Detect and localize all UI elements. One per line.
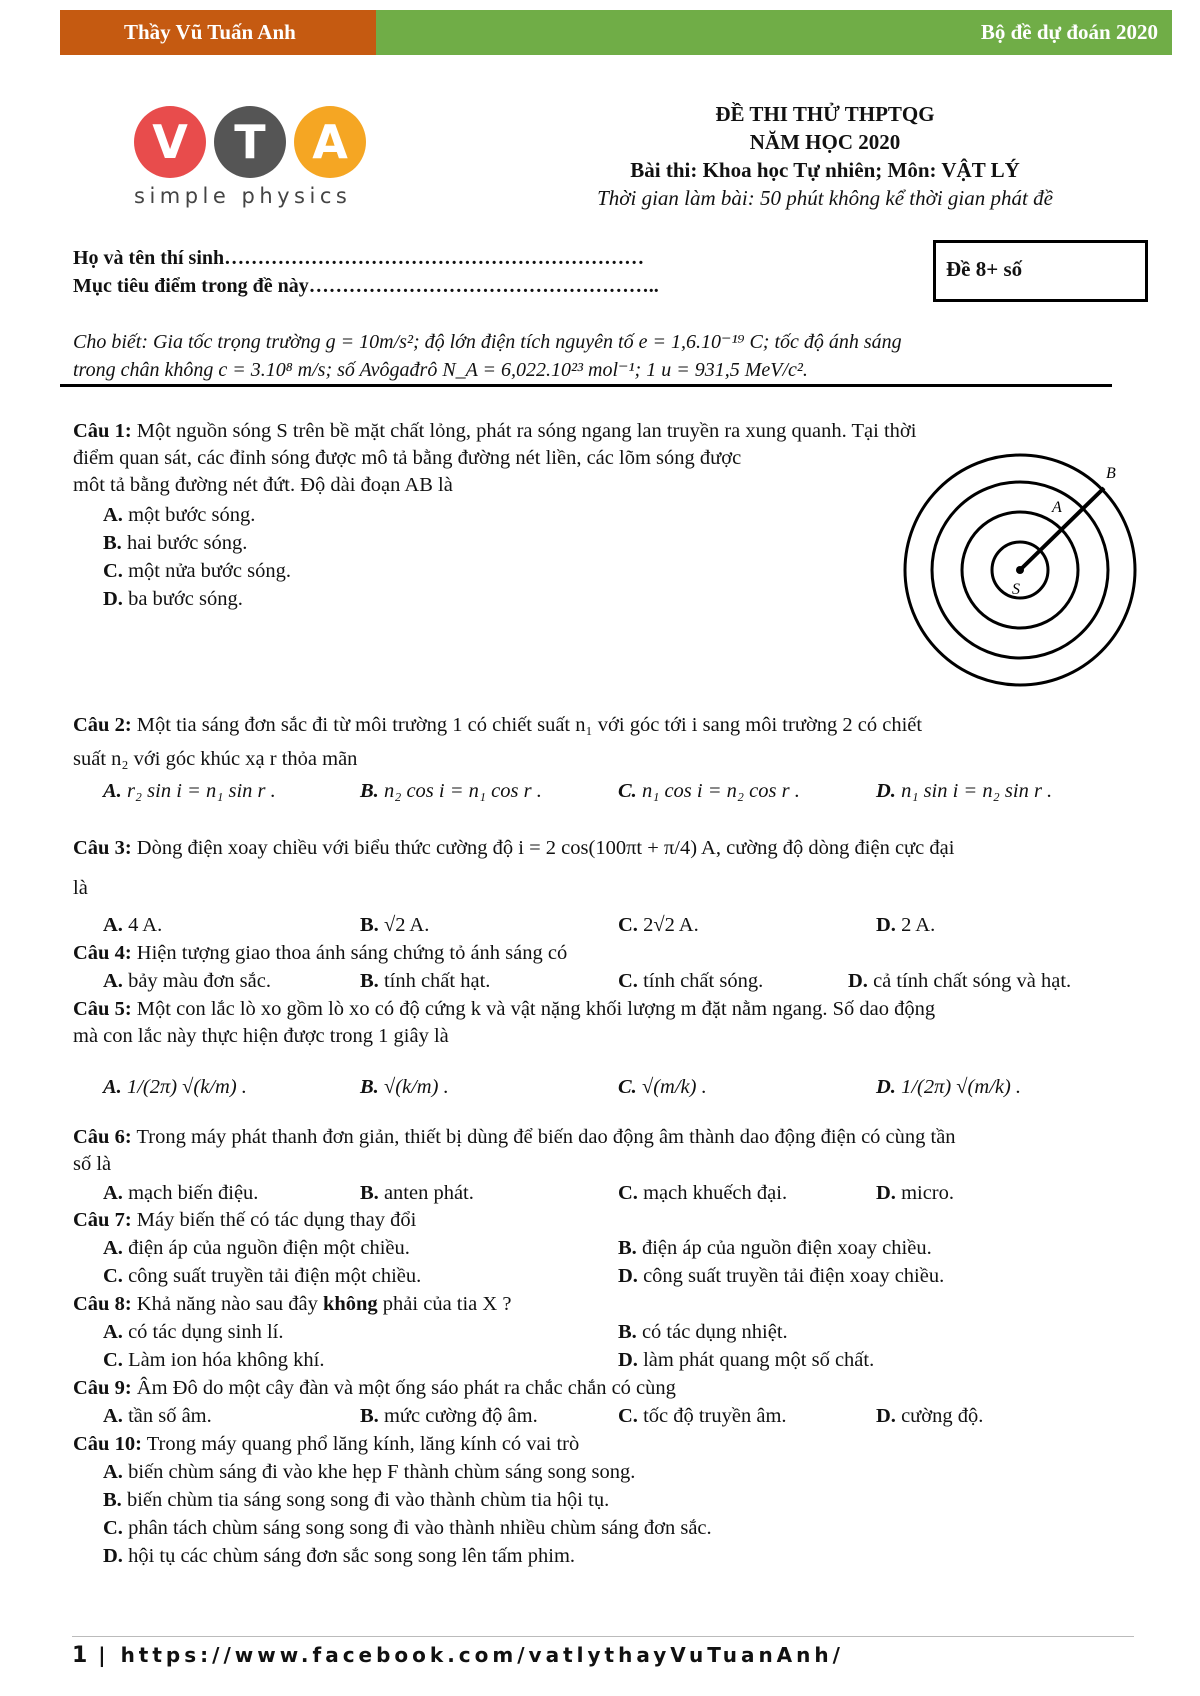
exam-code-box: Đề 8+ số: [933, 240, 1148, 302]
q1-text-2: điểm quan sát, các đỉnh sóng được mô tả bằng đường nét liền, các lõm sóng được: [73, 447, 742, 469]
q1-text-1: Một nguồn sóng S trên bề mặt chất lỏng, phát ra sóng ngang lan truyền ra xung quanh. Tại thời: [136, 420, 917, 442]
question-4: Câu 4: Hiện tượng giao thoa ánh sáng chứng tỏ ánh sáng có: [73, 942, 568, 964]
time-line: Thời gian làm bài: 50 phút không kể thời gian phát đề: [597, 186, 1053, 210]
q6-text-1: Trong máy phát thanh đơn giản, thiết bị dùng để biến dao động âm thành dao động điện có cùng tần: [136, 1126, 956, 1148]
target-score-line: Mục tiêu điểm trong đề này……………………………………………..: [73, 275, 659, 297]
q5-option-a: A. 1/(2π) √(k/m) .: [103, 1076, 247, 1098]
section-divider: [60, 384, 1112, 387]
given-line-1: Cho biết: Gia tốc trọng trường g = 10m/s²; độ lớn điện tích nguyên tố e = 1,6.10⁻¹⁹ C; tốc độ ánh sáng: [73, 331, 902, 353]
q8-option-c: C. Làm ion hóa không khí.: [103, 1349, 325, 1371]
q5-text-1: Một con lắc lò xo gồm lò xo có độ cứng k và vật nặng khối lượng m đặt nằm ngang. Số dao động: [136, 998, 936, 1020]
question-2: Câu 2: Một tia sáng đơn sắc đi từ môi trường 1 có chiết suất n₁ với góc tới i sang môi trường 2 có chiết suất n₂ với góc khúc xạ r thỏa mãn: [73, 708, 1143, 776]
q2-option-c: C. n₁ cos i = n₂ cos r .: [618, 780, 800, 802]
q10-option-c: C. phân tách chùm sáng song song đi vào thành nhiều chùm sáng đơn sắc.: [103, 1517, 712, 1539]
question-9: Câu 9: Âm Đô do một cây đàn và một ống sáo phát ra chắc chắn có cùng: [73, 1377, 676, 1399]
q3-text-1: Dòng điện xoay chiều với biểu thức cường độ i = 2 cos(100πt + π/4) A, cường độ dòng điện cực đại: [136, 837, 955, 859]
q9-option-d: D. cường độ.: [876, 1405, 984, 1427]
logo-tagline: simple physics: [134, 184, 352, 208]
q9-option-c: C. tốc độ truyền âm.: [618, 1405, 787, 1427]
q7-option-b: B. điện áp của nguồn điện xoay chiều.: [618, 1237, 932, 1259]
q7-text-1: Máy biến thế có tác dụng thay đổi: [136, 1209, 417, 1231]
q5-option-c: C. √(m/k) .: [618, 1076, 707, 1098]
q3-option-c: C. 2√2 A.: [618, 914, 699, 936]
q1-option-d: D. ba bước sóng.: [103, 588, 243, 610]
logo-letter-v: V: [134, 106, 206, 178]
page-number: 1: [72, 1643, 88, 1668]
question-8: Câu 8: Khả năng nào sau đây không phải của tia X ?: [73, 1293, 512, 1315]
q4-option-b: B. tính chất hạt.: [360, 970, 491, 992]
given-line-2: trong chân không c = 3.10⁸ m/s; số Avôgađrô N_A = 6,022.10²³ mol⁻¹; 1 u = 931,5 MeV/c².: [73, 359, 808, 381]
question-5: Câu 5: Một con lắc lò xo gồm lò xo có độ cứng k và vật nặng khối lượng m đặt nằm ngang. Số dao động mà con lắc này thực hiện được trong 1 giây là: [73, 996, 1143, 1050]
q1-text-3: môt tả bằng đường nét đứt. Độ dài đoạn AB là: [73, 474, 453, 496]
question-3: Câu 3: Dòng điện xoay chiều với biểu thức cường độ i = 2 cos(100πt + π/4) A, cường độ dòng điện cực đại là: [73, 828, 1143, 908]
logo-letter-t: T: [214, 106, 286, 178]
question-6: Câu 6: Trong máy phát thanh đơn giản, thiết bị dùng để biến dao động âm thành dao động điện có cùng tần số là: [73, 1124, 1143, 1178]
q3-text-2: là: [73, 877, 88, 899]
footer-divider: [72, 1636, 1134, 1637]
logo-letter-a: A: [294, 106, 366, 178]
header-bar: [60, 10, 1172, 55]
q10-option-b: B. biến chùm tia sáng song song đi vào thành chùm tia hội tụ.: [103, 1489, 610, 1511]
q1-option-b: B. hai bước sóng.: [103, 532, 248, 554]
page-footer: [72, 1643, 844, 1668]
q9-option-b: B. mức cường độ âm.: [360, 1405, 538, 1427]
q2-option-d: D. n₁ sin i = n₂ sin r .: [876, 780, 1053, 802]
given-constants: [73, 328, 1113, 384]
q8-option-d: D. làm phát quang một số chất.: [618, 1349, 875, 1371]
q6-option-a: A. mạch biến điệu.: [103, 1182, 259, 1204]
q6-text-2: số là: [73, 1153, 112, 1175]
q1-option-a: A. một bước sóng.: [103, 504, 256, 526]
q4-option-c: C. tính chất sóng.: [618, 970, 764, 992]
q1-label: Câu 1:: [73, 420, 132, 442]
q2-option-a: A. r₂ sin i = n₁ sin r .: [103, 780, 276, 802]
q2-text-1: Một tia sáng đơn sắc đi từ môi trường 1 có chiết suất n₁ với góc tới i sang môi trường 2 có chiết: [136, 714, 923, 736]
q6-option-d: D. micro.: [876, 1182, 955, 1204]
school-year: NĂM HỌC 2020: [749, 130, 901, 154]
q2-option-b: B. n₂ cos i = n₁ cos r .: [360, 780, 542, 802]
q1-option-c: C. một nửa bước sóng.: [103, 560, 291, 582]
q2-text-2: suất n₂ với góc khúc xạ r thỏa mãn: [73, 748, 358, 770]
q4-text-1: Hiện tượng giao thoa ánh sáng chứng tỏ ánh sáng có: [136, 942, 568, 964]
q7-option-a: A. điện áp của nguồn điện một chiều.: [103, 1237, 410, 1259]
header-author: Thầy Vũ Tuấn Anh: [60, 10, 376, 55]
q10-text-1: Trong máy quang phổ lăng kính, lăng kính có vai trò: [146, 1433, 580, 1455]
fig-label-b: B: [1106, 465, 1116, 482]
fig-label-a: A: [1052, 499, 1062, 516]
q6-option-b: B. anten phát.: [360, 1182, 474, 1204]
q3-option-a: A. 4 A.: [103, 914, 163, 936]
q7-option-c: C. công suất truyền tải điện một chiều.: [103, 1265, 422, 1287]
q3-option-b: B. √2 A.: [360, 914, 430, 936]
q10-option-d: D. hội tụ các chùm sáng đơn sắc song song lên tấm phim.: [103, 1545, 576, 1567]
q9-text-1: Âm Đô do một cây đàn và một ống sáo phát ra chắc chắn có cùng: [136, 1377, 676, 1399]
candidate-info: [73, 244, 659, 300]
q5-text-2: mà con lắc này thực hiện được trong 1 giây là: [73, 1025, 449, 1047]
facebook-link[interactable]: https://www.facebook.com/vatlythayVuTuanAnh/: [120, 1643, 844, 1667]
q7-option-d: D. công suất truyền tải điện xoay chiều.: [618, 1265, 945, 1287]
q8-option-a: A. có tác dụng sinh lí.: [103, 1321, 284, 1343]
q8-option-b: B. có tác dụng nhiệt.: [618, 1321, 788, 1343]
q4-option-a: A. bảy màu đơn sắc.: [103, 970, 271, 992]
q8-emphasis: không: [322, 1293, 378, 1315]
exam-title: ĐỀ THI THỬ THPTQG: [715, 102, 935, 126]
q5-option-d: D. 1/(2π) √(m/k) .: [876, 1076, 1022, 1098]
q9-option-a: A. tần số âm.: [103, 1405, 212, 1427]
q10-option-a: A. biến chùm sáng đi vào khe hẹp F thành chùm sáng song song.: [103, 1461, 636, 1483]
question-7: Câu 7: Máy biến thế có tác dụng thay đổi: [73, 1209, 417, 1231]
q5-option-b: B. √(k/m) .: [360, 1076, 449, 1098]
subject-line: Bài thi: Khoa học Tự nhiên; Môn: VẬT LÝ: [630, 158, 1020, 182]
header-series: Bộ đề dự đoán 2020: [376, 10, 1172, 55]
q6-option-c: C. mạch khuếch đại.: [618, 1182, 788, 1204]
candidate-name-line: Họ và tên thí sinh………………………………………………………: [73, 247, 645, 269]
q3-option-d: D. 2 A.: [876, 914, 936, 936]
wave-circles-figure: [900, 450, 1140, 690]
q4-option-d: D. cả tính chất sóng và hạt.: [848, 970, 1072, 992]
vta-logo: [134, 106, 384, 216]
exam-title-block: [540, 100, 1110, 212]
question-10: Câu 10: Trong máy quang phổ lăng kính, lăng kính có vai trò: [73, 1433, 580, 1455]
footer-separator: |: [98, 1643, 110, 1667]
fig-label-s: S: [1012, 581, 1020, 598]
